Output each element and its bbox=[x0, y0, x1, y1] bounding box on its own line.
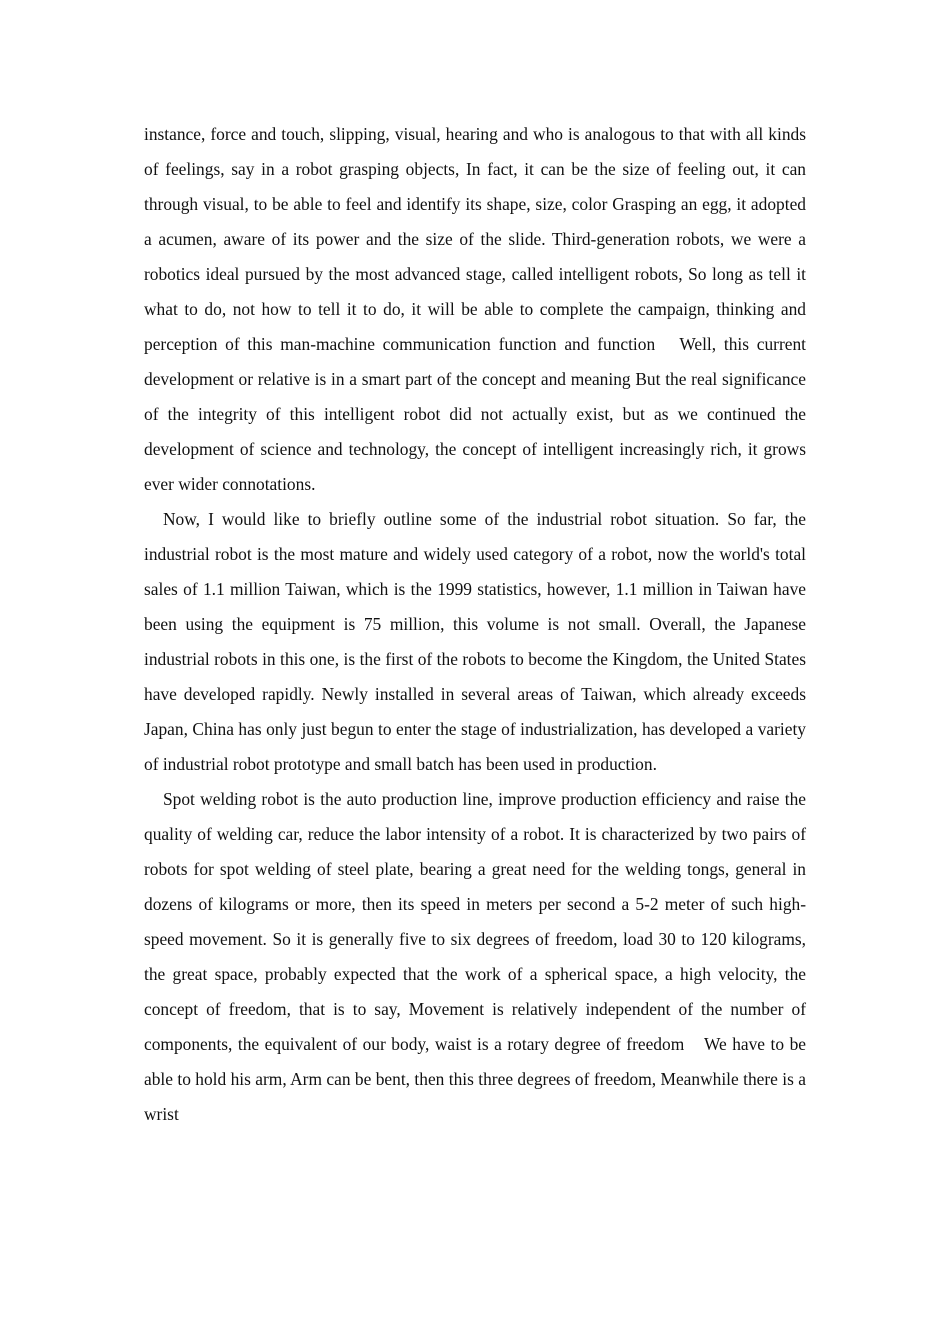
document-page bbox=[144, 117, 806, 1132]
paragraph-spot-welding-robot: Spot welding robot is the auto production line, improve production efficiency and raise the quality of welding car, reduce the labor intensity of a robot. It is characterized by two pairs of robots for spot welding of steel plate, bearing a great need for the welding tongs, general in dozens of kilograms or more, then its speed in meters per second a 5-2 meter of such high-speed movement. So it is generally five to six degrees of freedom, load 30 to 120 kilograms, the great space, probably expected that the work of a spherical space, a high velocity, the concept of freedom, that is to say, Movement is relatively independent of the number of components, the equivalent of our body, waist is a rotary degree of freedom We have to be able to hold his arm, Arm can be bent, then this three degrees of freedom, Meanwhile there is a wrist bbox=[144, 789, 806, 1124]
paragraph-industrial-robot-situation: Now, I would like to briefly outline some of the industrial robot situation. So far, the industrial robot is the most mature and widely used category of a robot, now the world's total sales of 1.1 million Taiwan, which is the 1999 statistics, however, 1.1 million in Taiwan have been using the equipment is 75 million, this volume is not small. Overall, the Japanese industrial robots in this one, is the first of the robots to become the Kingdom, the United States have developed rapidly. Newly installed in several areas of Taiwan, which already exceeds Japan, China has only just begun to enter the stage of industrialization, has developed a variety of industrial robot prototype and small batch has been used in production. bbox=[144, 509, 806, 774]
paragraph-intelligent-robots: instance, force and touch, slipping, visual, hearing and who is analogous to that with all kinds of feelings, say in a robot grasping objects, In fact, it can be the size of feeling out, it can through visual, to be able to feel and identify its shape, size, color Grasping an egg, it adopted a acumen, aware of its power and the size of the slide. Third-generation robots, we were a robotics ideal pursued by the most advanced stage, called intelligent robots, So long as tell it what to do, not how to tell it to do, it will be able to complete the campaign, thinking and perception of this man-machine communication function and function Well, this current development or relative is in a smart part of the concept and meaning But the real significance of the integrity of this intelligent robot did not actually exist, but as we continued the development of science and technology, the concept of intelligent increasingly rich, it grows ever wider connotations. bbox=[144, 124, 806, 494]
